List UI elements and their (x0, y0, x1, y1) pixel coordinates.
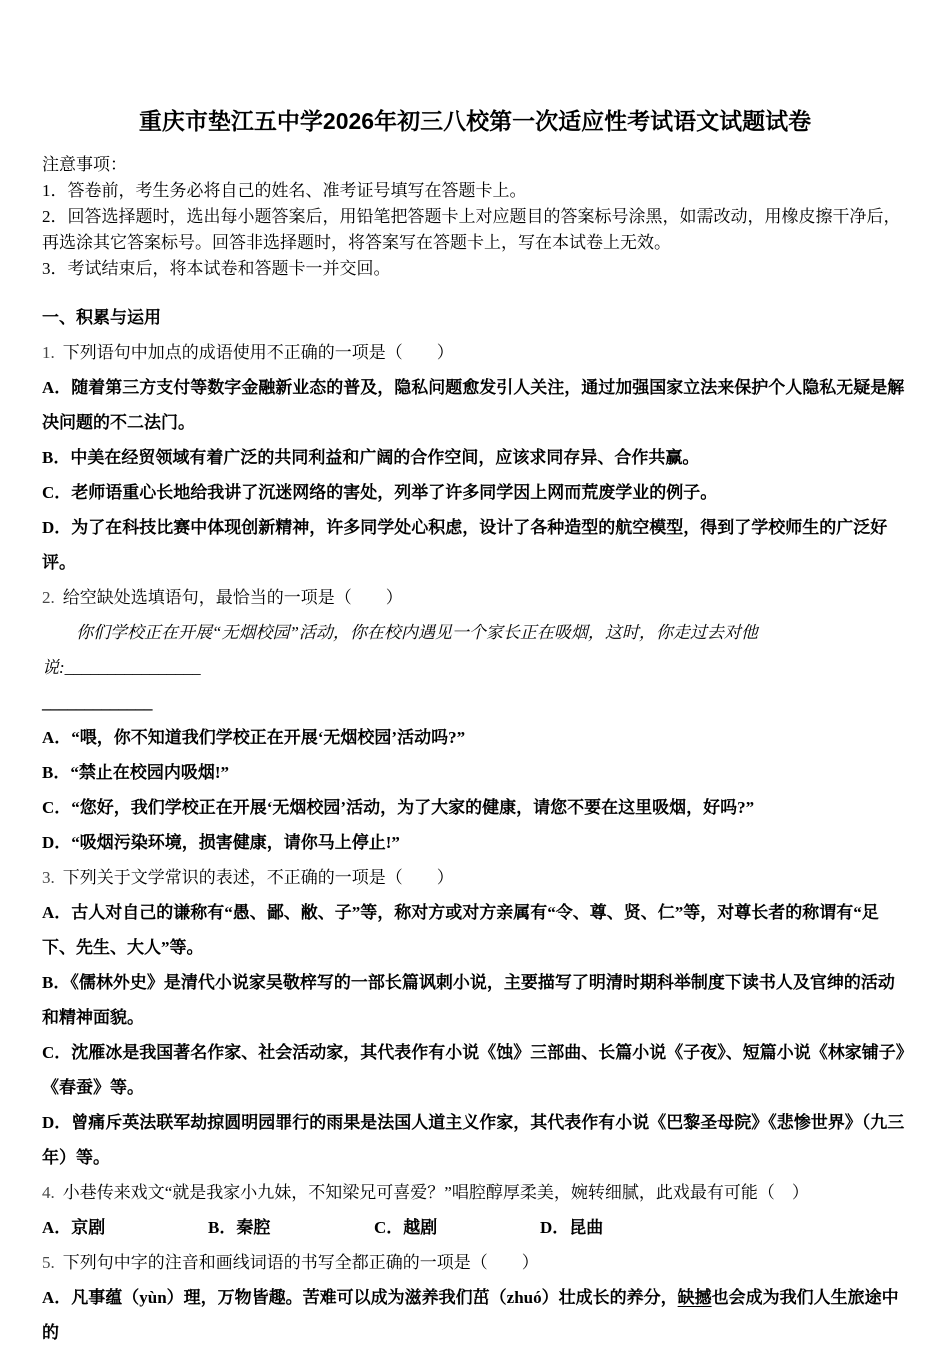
fill-in-blank-line-continuation: _____________ (42, 693, 153, 712)
question-2-context (42, 615, 908, 685)
question-1-option-b: B．中美在经贸领域有着广泛的共同利益和广阔的合作空间，应该求同存异、合作共赢。 (42, 448, 700, 467)
question-3-option-a: A．古人对自己的谦称有“愚、鄙、敝、子”等，称对方或对方亲属有“令、尊、贤、仁”等，对尊长者的称谓有“足下、先生、大人”等。 (42, 903, 879, 957)
fill-in-blank-line: ________________ (64, 658, 201, 677)
question-1-stem (42, 335, 908, 370)
question-4-stem-text: 小巷传来戏文“就是我家小九妹，不知梁兄可喜爱？”唱腔醇厚柔美，婉转细腻，此戏最有可能（ ） (62, 1183, 809, 1202)
question-4-number: 4. (42, 1183, 55, 1202)
notice-section (42, 152, 908, 282)
question-5-option-a-underlined-word: 缺撼 (677, 1288, 712, 1307)
notice-item-1: 1．答卷前，考生务必将自己的姓名、准考证号填写在答题卡上。 (42, 181, 527, 200)
question-3-option-d: D．曾痛斥英法联军劫掠圆明园罪行的雨果是法国人道主义作家，其代表作有小说《巴黎圣母院》《悲惨世界》（九三年）等。 (42, 1113, 905, 1167)
question-4-stem (42, 1175, 908, 1210)
question-1-option-c: C．老师语重心长地给我讲了沉迷网络的害处，列举了许多同学因上网而荒废学业的例子。 (42, 483, 718, 502)
question-3-stem-text: 下列关于文学常识的表述，不正确的一项是（ ） (62, 868, 454, 887)
question-4-options-row (42, 1210, 908, 1245)
question-2-option-c: C．“您好，我们学校正在开展‘无烟校园’活动，为了大家的健康，请您不要在这里吸烟，好吗?” (42, 798, 755, 817)
questions-area (42, 300, 908, 1350)
section-1-heading: 一、积累与运用 (42, 308, 161, 327)
notice-item-3: 3．考试结束后，将本试卷和答题卡一并交回。 (42, 259, 391, 278)
question-5-stem-text: 下列句中字的注音和画线词语的书写全都正确的一项是（ ） (62, 1253, 539, 1272)
page-title: 重庆市垫江五中学2026年初三八校第一次适应性考试语文试题试卷 (138, 108, 812, 134)
question-2-option-b: B．“禁止在校园内吸烟!” (42, 763, 229, 782)
notice-heading: 注意事项： (42, 155, 127, 174)
question-2-option-d: D．“吸烟污染环境，损害健康，请你马上停止!” (42, 833, 400, 852)
question-2-context-text: 你们学校正在开展“无烟校园”活动，你在校内遇见一个家长正在吸烟，这时，你走过去对他说: (42, 623, 758, 677)
question-3-number: 3. (42, 868, 55, 887)
question-4-option-b: B．秦腔 (208, 1218, 271, 1237)
question-3-stem (42, 860, 908, 895)
question-2-option-a: A．“喂，你不知道我们学校正在开展‘无烟校园’活动吗?” (42, 728, 466, 747)
question-5-option-a-text-end: 也会成为我们人生旅途中的 (42, 1288, 899, 1342)
question-3-option-c: C．沈雁冰是我国著名作家、社会活动家，其代表作有小说《蚀》三部曲、长篇小说《子夜》、短篇小说《林家铺子》《春蚕》等。 (42, 1043, 905, 1097)
question-4-option-c: C．越剧 (374, 1218, 438, 1237)
question-5-option-a-text: A．凡事蕴（yùn）理，万物皆趣。苦难可以成为滋养我们茁（zhuó）壮成长的养分， (42, 1288, 678, 1307)
question-1-number: 1. (42, 343, 55, 362)
question-5-option-a (42, 1280, 908, 1350)
question-1-option-a: A．随着第三方支付等数字金融新业态的普及，隐私问题愈发引人关注，通过加强国家立法来保护个人隐私无疑是解决问题的不二法门。 (42, 378, 905, 432)
question-2-number: 2. (42, 588, 55, 607)
question-4-option-d: D．昆曲 (540, 1218, 604, 1237)
question-5-number: 5. (42, 1253, 55, 1272)
question-3-option-b: B．《儒林外史》是清代小说家吴敬梓写的一部长篇讽刺小说，主要描写了明清时期科举制度下读书人及官绅的活动和精神面貌。 (42, 973, 895, 1027)
question-4-option-a: A．京剧 (42, 1218, 106, 1237)
question-2-stem-text: 给空缺处选填语句，最恰当的一项是（ ） (62, 588, 403, 607)
question-1-stem-text: 下列语句中加点的成语使用不正确的一项是（ ） (62, 343, 454, 362)
question-1-option-d: D．为了在科技比赛中体现创新精神，许多同学处心积虑，设计了各种造型的航空模型，得到了学校师生的广泛好评。 (42, 518, 888, 572)
notice-item-2: 2．回答选择题时，选出每小题答案后，用铅笔把答题卡上对应题目的答案标号涂黑，如需改动，用橡皮擦干净后，再选涂其它答案标号。回答非选择题时，将答案写在答题卡上，写在本试卷上无效。 (42, 207, 901, 252)
question-5-stem (42, 1245, 908, 1280)
question-2-stem (42, 580, 908, 615)
